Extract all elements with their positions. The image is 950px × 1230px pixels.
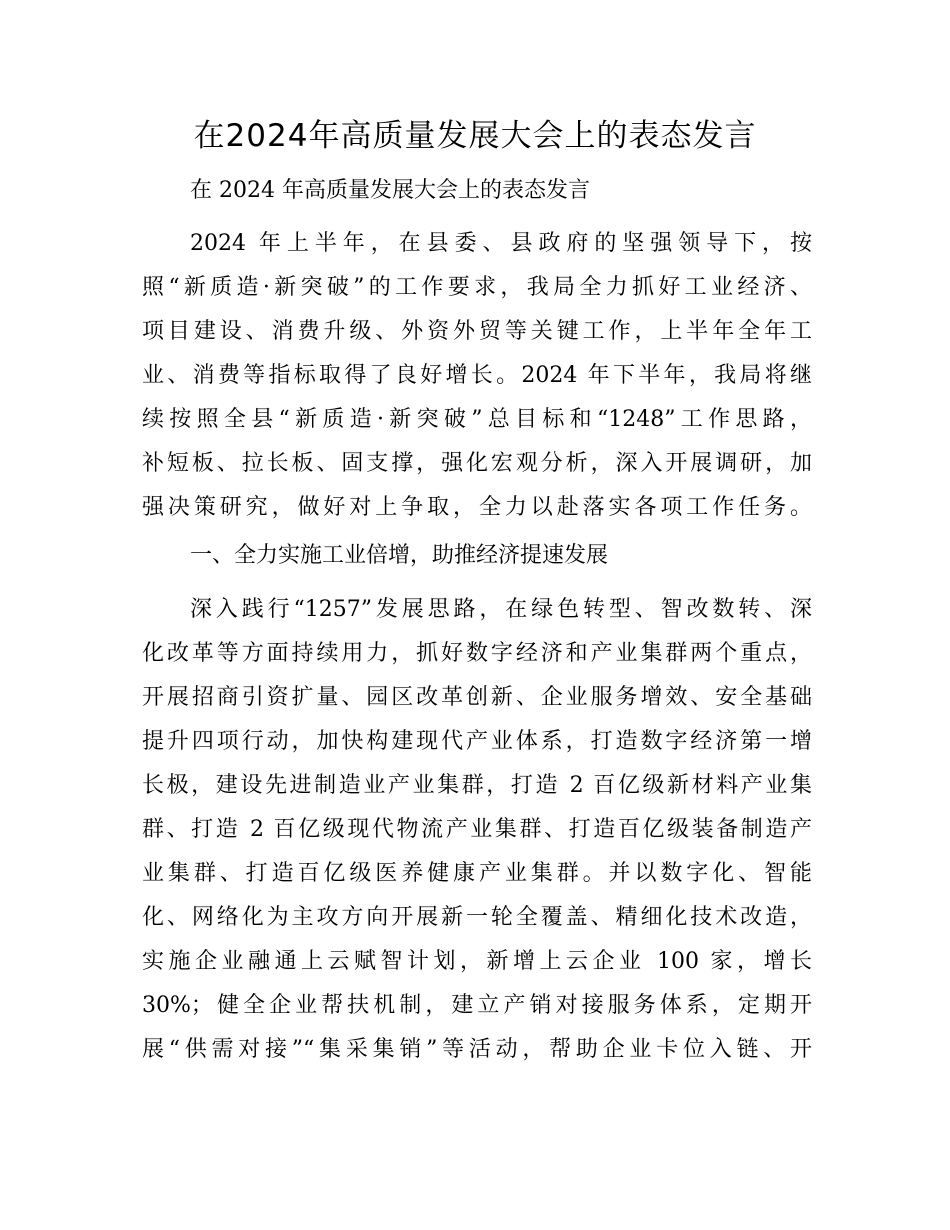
paragraph-line: 群、打造 2 百亿级现代物流产业集群、打造百亿级装备制造产 [142,817,812,842]
paragraph-line: 照“新质造·新突破”的工作要求，我局全力抓好工业经济、 [142,275,812,300]
paragraph-line: 强决策研究，做好对上争取，全力以赴落实各项工作任务。 [142,495,812,520]
document-subtitle: 在 2024 年高质量发展大会上的表态发言 [190,178,590,203]
paragraph-line: 续按照全县“新质造·新突破”总目标和“1248”工作思路， [142,407,812,432]
paragraph-line: 开展招商引资扩量、园区改革创新、企业服务增效、安全基础 [142,685,812,710]
document-title: 在2024年高质量发展大会上的表态发言 [193,118,757,154]
paragraph-line: 2024 年上半年，在县委、县政府的坚强领导下，按 [190,231,812,256]
paragraph-line: 实施企业融通上云赋智计划，新增上云企业 100 家，增长 [142,949,812,974]
paragraph-line: 深入践行“1257”发展思路，在绿色转型、智改数转、深 [190,597,812,622]
paragraph-line: 提升四项行动，加快构建现代产业体系，打造数字经济第一增 [142,729,812,754]
section-heading: 一、全力实施工业倍增，助推经济提速发展 [190,543,609,568]
paragraph-line: 业、消费等指标取得了良好增长。2024 年下半年，我局将继 [142,363,812,388]
paragraph-line: 项目建设、消费升级、外资外贸等关键工作，上半年全年工 [142,319,812,344]
paragraph-line: 30%；健全企业帮扶机制，建立产销对接服务体系，定期开 [142,993,812,1018]
paragraph-line: 化改革等方面持续用力，抓好数字经济和产业集群两个重点， [142,641,812,666]
paragraph-line: 长极，建设先进制造业产业集群，打造 2 百亿级新材料产业集 [142,773,812,798]
paragraph-line: 化、网络化为主攻方向开展新一轮全覆盖、精细化技术改造， [142,905,812,930]
paragraph-line: 展“供需对接”“集采集销”等活动，帮助企业卡位入链、开 [142,1037,812,1062]
paragraph-line: 补短板、拉长板、固支撑，强化宏观分析，深入开展调研，加 [142,451,812,476]
paragraph-line: 业集群、打造百亿级医养健康产业集群。并以数字化、智能 [142,861,812,886]
